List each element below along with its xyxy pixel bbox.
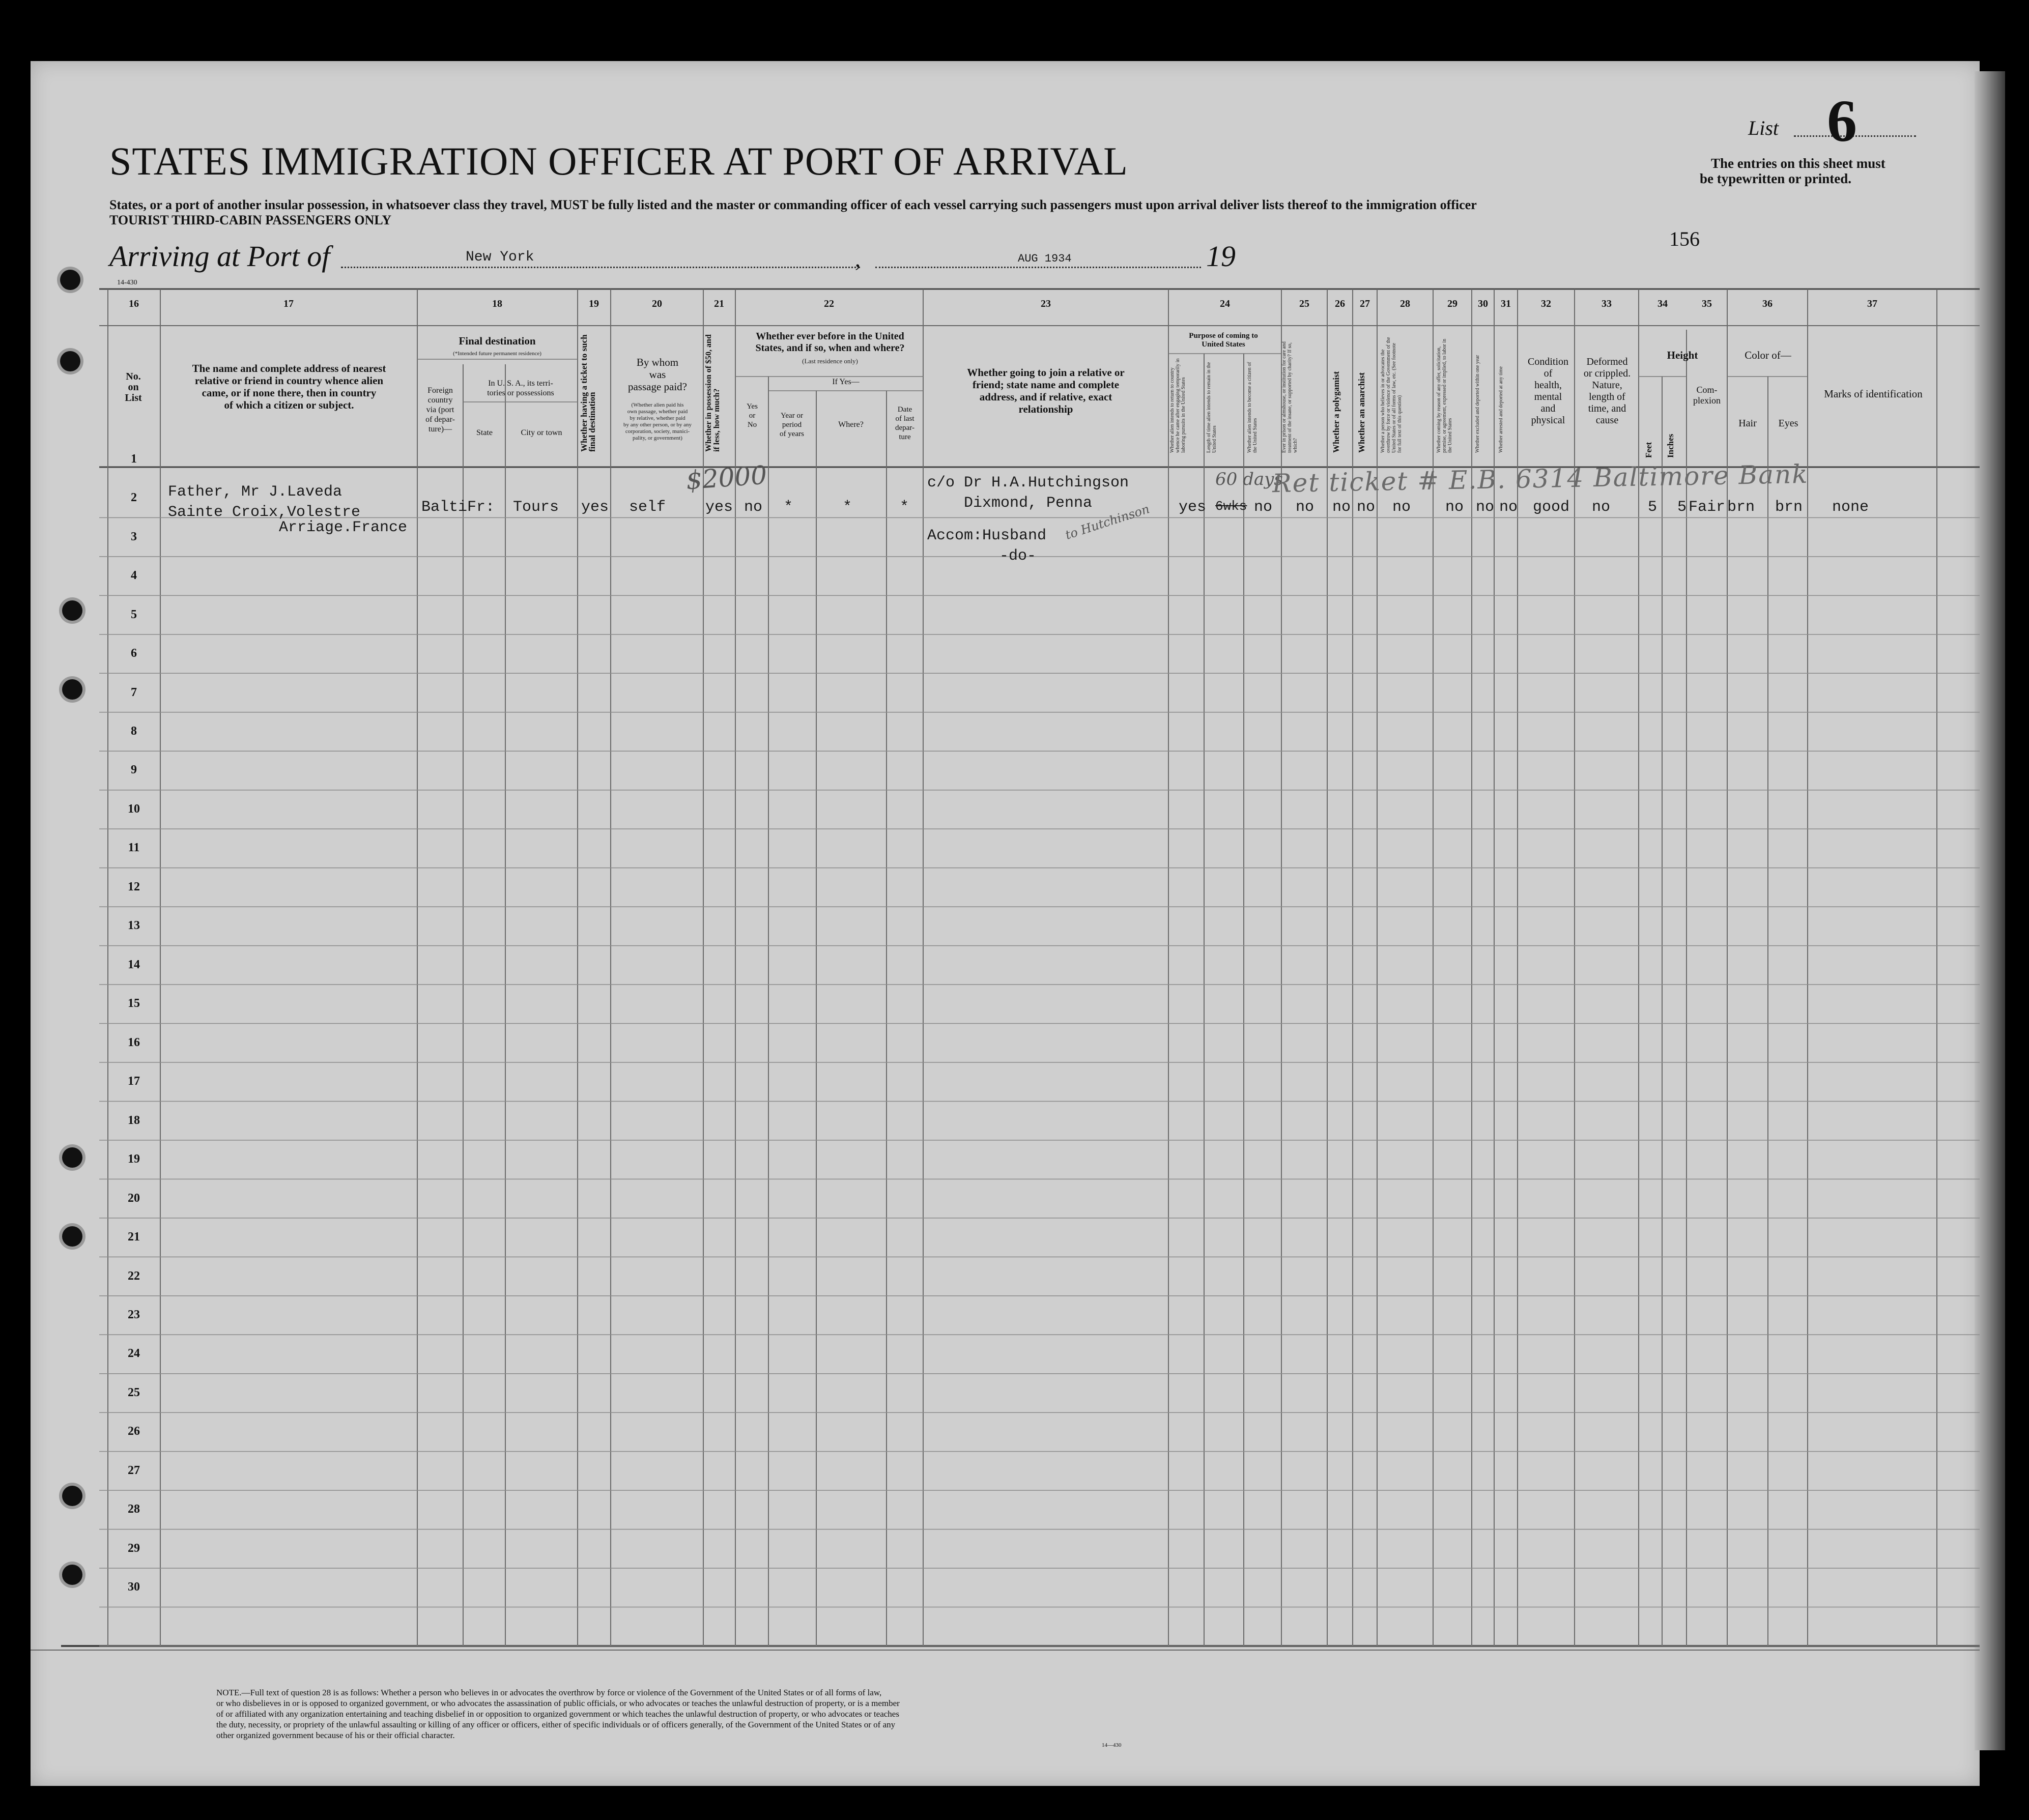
column-number-22: 22 <box>824 298 834 309</box>
row-number-9: 9 <box>131 763 137 777</box>
column-number-34: 34 <box>1658 298 1668 309</box>
column-number-16: 16 <box>129 298 139 309</box>
entry-eyes: brn <box>1775 499 1803 516</box>
header-col-29: Whether coming by reason of any offer, solicitation, promise, or agreement, expressed or implied, to labor in the United States <box>1436 338 1453 453</box>
header-col-22-title: Whether ever before in the United States, and if so, when and where? <box>755 331 905 354</box>
header-col-19: Whether having a ticket to such final destination <box>579 334 597 452</box>
row-number-11: 11 <box>128 841 140 855</box>
header-col-34-inches: Inches <box>1666 434 1675 458</box>
column-number-25: 25 <box>1299 298 1309 309</box>
entry-ticket-note-handwritten: Ret ticket # E.B. 6314 Baltimore Bank <box>1272 459 1809 499</box>
comma: , <box>855 247 861 272</box>
row-number-29: 29 <box>128 1541 140 1555</box>
entry-complexion: Fair <box>1689 499 1726 516</box>
header-col-23: Whether going to join a relative or friend; state name and complete address, and if relative, exact relationship <box>967 366 1125 415</box>
entry-prison: no <box>1296 499 1314 516</box>
row-number-15: 15 <box>128 997 140 1010</box>
entry-join-line-1: c/o Dr H.A.Hutchingson <box>927 474 1129 492</box>
entry-possession-50: yes <box>705 499 733 516</box>
header-col-17: The name and complete address of nearest relative or friend in country whence alien came, or if none there, then in country of which a citizen or subject. <box>192 362 386 411</box>
row-number-4: 4 <box>131 569 137 583</box>
footnote-line: the duty, necessity, or propriety of the unlawful assaulting or killing of any officer or officers, either of specific individuals or of officers generally, of the Government of the United States or of any <box>216 1720 896 1729</box>
entry-city: Tours <box>513 499 559 516</box>
row-number-8: 8 <box>131 724 137 738</box>
page-title: STATES IMMIGRATION OFFICER AT PORT OF ARRIVAL <box>109 139 1128 183</box>
page-subtitle: States, or a port of another insular possession, in whatsoever class they travel, MUST be fully listed and the master or commanding officer of each vessel carrying such passengers must upon arrival deliver lists thereof to the immigration officer <box>109 197 1477 212</box>
row-number-16: 16 <box>128 1035 140 1049</box>
header-col-31: Whether arrested and deported at any time <box>1498 366 1504 453</box>
row-number-7: 7 <box>131 685 137 699</box>
header-col-37: Marks of identification <box>1824 388 1923 400</box>
row-number-26: 26 <box>128 1425 140 1438</box>
entry-join-line-4: -do- <box>999 547 1037 565</box>
footnote <box>216 1687 1183 1741</box>
row-number-2: 2 <box>131 491 137 505</box>
row-number-17: 17 <box>128 1075 140 1088</box>
row-number-20: 20 <box>128 1191 140 1205</box>
sheet-number: 156 <box>1669 227 1700 250</box>
row-number-6: 6 <box>131 647 137 660</box>
row-number-10: 10 <box>128 802 140 816</box>
header-col-35: Com- plexion <box>1693 385 1721 406</box>
row-number-3: 3 <box>131 530 137 543</box>
header-col-20-sub: (Whether alien paid his own passage, whether paid by relative, whether paid by any other person, or by any corporation, society, munici- pality, or government) <box>623 402 692 441</box>
arriving-label: Arriving at Port of <box>109 240 330 273</box>
column-number-30: 30 <box>1478 298 1488 309</box>
row-number-28: 28 <box>128 1503 140 1516</box>
column-number-23: 23 <box>1041 298 1051 309</box>
column-number-19: 19 <box>589 298 599 309</box>
header-col-22-yesno: Yes or No <box>747 402 758 429</box>
column-number-26: 26 <box>1335 298 1345 309</box>
entry-years: * <box>784 499 793 516</box>
entry-overthrow: no <box>1392 499 1411 516</box>
entry-length-handwritten: 60 days <box>1215 469 1283 489</box>
header-col-30: Whether excluded and deported within one year <box>1475 355 1480 453</box>
entry-date-departure: * <box>900 499 909 516</box>
header-col-21: Whether in possession of $50, and if less, how much? <box>704 334 721 452</box>
entry-excluded: no <box>1476 499 1495 516</box>
entry-relative-line-3: Arriage.France <box>279 519 408 536</box>
header-col-18-sub: (*Intended future permanent residence) <box>453 351 541 357</box>
row-number-14: 14 <box>128 958 140 971</box>
footnote-line: of or affiliated with any organization entertaining and teaching disbelief in or opposition to organized government or which teaches the unlawful destruction of property, or who advocates or teaches <box>216 1709 899 1719</box>
header-col-36-title: Color of— <box>1745 349 1791 361</box>
entry-feet: 5 <box>1648 499 1658 516</box>
column-number-29: 29 <box>1447 298 1458 309</box>
entry-paid-by: self <box>629 499 666 516</box>
column-number-32: 32 <box>1541 298 1551 309</box>
header-col-24-citizen: Whether alien intends to become a citizen of the United States <box>1247 362 1258 453</box>
instructions-line-1: The entries on this sheet must <box>1711 156 1885 171</box>
form-code: 14-430 <box>117 279 137 286</box>
row-number-18: 18 <box>128 1113 140 1127</box>
list-number: 6 <box>1827 88 1857 154</box>
header-col-18-foreign: Foreign country via (port of depar- ture)— <box>425 386 455 434</box>
header-col-25: Ever in prison or almshouse, or institution for care and treatment of the insane, or supported by charity? If so, which? <box>1281 341 1298 453</box>
header-col-24-length: Length of time alien intends to remain in the United States <box>1206 362 1217 453</box>
entry-length-typed: 6wks <box>1215 499 1247 514</box>
entry-deformed: no <box>1592 499 1611 516</box>
entry-polygamist: no <box>1332 499 1351 516</box>
entry-health: good <box>1533 499 1570 516</box>
header-col-36-hair: Hair <box>1738 418 1757 429</box>
entry-labor-offer: no <box>1445 499 1464 516</box>
row-number-19: 19 <box>128 1152 140 1166</box>
row-number-27: 27 <box>128 1463 140 1477</box>
entry-arrested: no <box>1499 499 1518 516</box>
entry-before-in-us: no <box>744 499 763 516</box>
header-col-26: Whether a polygamist <box>1331 371 1341 453</box>
entry-ticket: yes <box>581 499 609 516</box>
header-col-32: Condition of health, mental and physical <box>1527 356 1568 426</box>
row-number-13: 13 <box>128 919 140 933</box>
footnote-line: other organized government because of his or their official character. <box>216 1730 455 1740</box>
entry-marks: none <box>1832 499 1869 516</box>
header-col-18-city: City or town <box>521 428 562 437</box>
entry-relative-line-1: Father, Mr J.Laveda <box>168 483 342 501</box>
entry-anarchist: no <box>1357 499 1376 516</box>
row-number-1: 1 <box>131 452 137 466</box>
header-col-34-feet: Feet <box>1644 442 1653 458</box>
column-number-36: 36 <box>1762 298 1773 309</box>
row-number-21: 21 <box>128 1230 140 1244</box>
column-number-28: 28 <box>1400 298 1410 309</box>
header-col-22-where: Where? <box>838 420 864 429</box>
header-col-22-years: Year or period of years <box>780 412 804 438</box>
row-number-30: 30 <box>128 1580 140 1594</box>
header-col-18-title: Final destination <box>459 335 536 347</box>
year-prefix: 19 <box>1206 240 1236 273</box>
column-number-18: 18 <box>492 298 502 309</box>
header-col-22-sub: (Last residence only) <box>802 357 858 365</box>
entry-state: Fr: <box>467 499 495 516</box>
row-number-24: 24 <box>128 1347 140 1361</box>
column-number-27: 27 <box>1360 298 1370 309</box>
entry-hair: brn <box>1727 499 1755 516</box>
entry-purpose-return: yes <box>1179 499 1207 516</box>
entry-where: * <box>843 499 852 516</box>
date-stamp: AUG 1934 <box>1018 252 1072 265</box>
column-number-37: 37 <box>1867 298 1877 309</box>
entry-relative-line-2: Sainte Croix,Volestre <box>168 504 361 521</box>
row-number-23: 23 <box>128 1308 140 1322</box>
header-col-16: No. on List <box>125 371 142 403</box>
footnote-line: NOTE.—Full text of question 28 is as follows: Whether a person who believes in or advocates the overthrow by force or violence of the Government of the United States or of all forms of law, <box>216 1688 882 1697</box>
row-number-25: 25 <box>128 1385 140 1399</box>
header-col-18-usa: In U. S. A., its terri- tories or possessions <box>487 379 554 397</box>
class-line: TOURIST THIRD-CABIN PASSENGERS ONLY <box>109 213 392 227</box>
entry-join-handwritten: to Hutchinson <box>1063 502 1152 542</box>
column-number-31: 31 <box>1501 298 1511 309</box>
row-number-12: 12 <box>128 880 140 893</box>
entry-inches: 5 <box>1677 499 1687 516</box>
entry-join-line-2: Dixmond, Penna <box>964 495 1093 512</box>
column-number-24: 24 <box>1220 298 1230 309</box>
row-number-5: 5 <box>131 608 137 621</box>
instructions-line-2: be typewritten or printed. <box>1700 171 1851 186</box>
column-number-35: 35 <box>1702 298 1712 309</box>
entry-citizen: no <box>1254 499 1273 516</box>
footnote-code: 14—430 <box>1102 1742 1122 1748</box>
entry-money-handwritten: $2000 <box>685 460 768 496</box>
column-number-33: 33 <box>1602 298 1612 309</box>
header-col-24-return: Whether alien intends to return to country whence he came after engaging temporarily in laboring pursuits in the United States <box>1169 358 1186 453</box>
port-value: New York <box>466 249 534 265</box>
header-col-36-eyes: Eyes <box>1778 418 1798 429</box>
header-col-22-ifyes: If Yes— <box>832 378 860 386</box>
header-col-33: Deformed or crippled. Nature, length of time, and cause <box>1583 356 1631 426</box>
entry-join-line-3: Accom:Husband <box>927 527 1047 544</box>
header-col-34-title: Height <box>1667 349 1698 361</box>
header-col-27: Whether an anarchist <box>1357 372 1366 453</box>
header-col-24-title: Purpose of coming to United States <box>1189 332 1258 349</box>
header-col-28: Whether a person who believes in or advocates the overthrow by force or violence of the Government of the United States or of all forms of law, etc. (See footnote for full text of this question) <box>1380 337 1403 453</box>
column-number-17: 17 <box>283 298 294 309</box>
entry-foreign-via: Balti <box>421 499 468 516</box>
header-col-20-title: By whom was passage paid? <box>627 356 688 393</box>
list-label: List <box>1748 117 1779 139</box>
header-col-18-state: State <box>476 428 493 437</box>
footnote-line: or who disbelieves in or is opposed to organized government, or who advocates the assassination of public officials, or who advocates or teaches the unlawful destruction of property, or is a member <box>216 1698 900 1708</box>
header-col-22-date: Date of last depar- ture <box>895 406 915 441</box>
row-number-22: 22 <box>128 1269 140 1283</box>
column-number-20: 20 <box>652 298 662 309</box>
column-number-21: 21 <box>714 298 724 309</box>
